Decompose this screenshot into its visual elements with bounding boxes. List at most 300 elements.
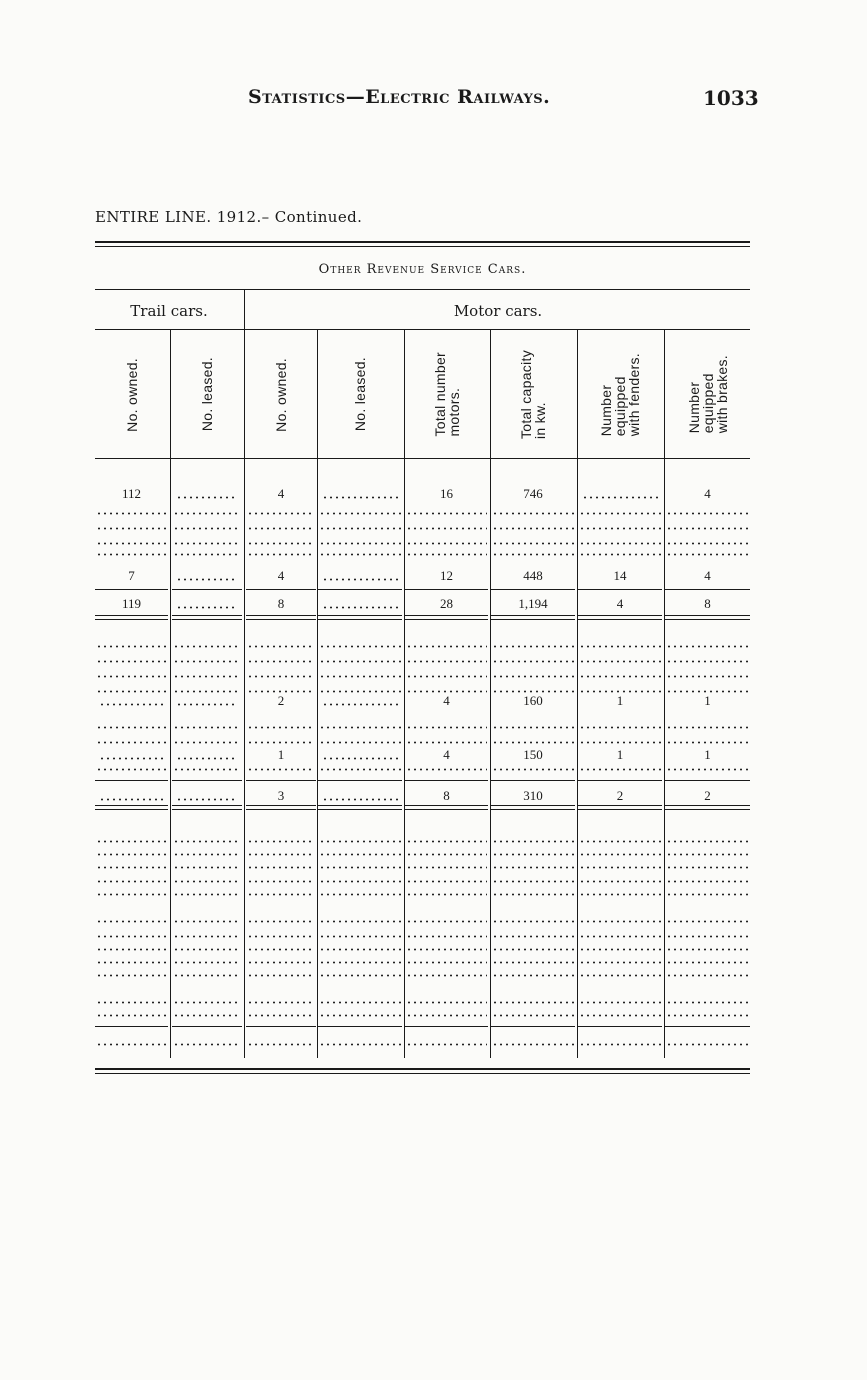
leader-dots (247, 866, 315, 869)
running-title: Statistics—Electric Railways. (248, 86, 551, 108)
leader-dots (247, 527, 315, 530)
header-bottom-rule (95, 458, 750, 459)
leader-dots (406, 935, 487, 938)
leader-dots (579, 853, 661, 856)
leader-dots (247, 920, 315, 923)
leader-dots (319, 512, 401, 515)
leader-dots (666, 741, 749, 744)
total-double-rule (246, 805, 316, 810)
total-double-rule (246, 615, 316, 620)
leader-dots (247, 880, 315, 883)
table-cell: 310 (523, 788, 543, 803)
leader-dots (579, 1014, 661, 1017)
leader-dots (666, 768, 749, 771)
page-number: 1033 (703, 86, 759, 110)
leader-dots (173, 948, 241, 951)
leader-dots (96, 893, 167, 896)
leader-dots (492, 1043, 574, 1046)
leader-dots (579, 893, 661, 896)
leader-dots (492, 660, 574, 663)
leader-dots (492, 675, 574, 678)
leader-dots (176, 798, 238, 801)
leader-dots (176, 703, 238, 706)
leader-dots (96, 866, 167, 869)
leader-dots (406, 768, 487, 771)
leader-dots (666, 974, 749, 977)
group-rule (95, 289, 750, 290)
leader-dots (582, 496, 658, 499)
table-cell: 7 (128, 568, 135, 583)
sum-rule (246, 780, 316, 781)
column-header (95, 332, 168, 457)
leader-dots (173, 893, 241, 896)
total-double-rule (95, 615, 168, 620)
leader-dots (96, 726, 167, 729)
leader-dots (173, 675, 241, 678)
table-cell: 1,194 (518, 596, 548, 611)
leader-dots (406, 920, 487, 923)
table-cell: 14 (613, 568, 627, 583)
leader-dots (666, 1043, 749, 1046)
sum-rule (665, 1026, 750, 1027)
leader-dots (579, 866, 661, 869)
table-cell: 2 (616, 788, 624, 803)
leader-dots (319, 935, 401, 938)
leader-dots (492, 948, 574, 951)
sum-rule (665, 780, 750, 781)
leader-dots (96, 690, 167, 693)
total-double-rule (405, 805, 488, 810)
total-double-rule (578, 615, 662, 620)
leader-dots (492, 553, 574, 556)
trail-cars-heading: Trail cars. (130, 302, 208, 320)
leader-dots (579, 553, 661, 556)
leader-dots (319, 920, 401, 923)
leader-dots (492, 527, 574, 530)
leader-dots (579, 527, 661, 530)
leader-dots (406, 840, 487, 843)
leader-dots (319, 840, 401, 843)
leader-dots (173, 645, 241, 648)
sum-rule (578, 1026, 662, 1027)
leader-dots (319, 690, 401, 693)
leader-dots (173, 961, 241, 964)
leader-dots (406, 741, 487, 744)
leader-dots (666, 675, 749, 678)
table-cell: 4 (704, 486, 711, 501)
leader-dots (492, 840, 574, 843)
leader-dots (319, 948, 401, 951)
sum-rule (578, 780, 662, 781)
bottom-rule (95, 1068, 750, 1070)
leader-dots (492, 974, 574, 977)
leader-dots (406, 1014, 487, 1017)
column-header (578, 332, 662, 457)
leader-dots (319, 1043, 401, 1046)
leader-dots (96, 948, 167, 951)
column-header (491, 332, 575, 457)
column-header-label: No. leased. (352, 357, 368, 432)
column-header (665, 332, 750, 457)
table-cell: 16 (440, 486, 453, 501)
leader-dots (319, 974, 401, 977)
leader-dots (579, 961, 661, 964)
leader-dots (406, 726, 487, 729)
leader-dots (579, 675, 661, 678)
leader-dots (666, 866, 749, 869)
leader-dots (247, 542, 315, 545)
leader-dots (247, 840, 315, 843)
leader-dots (492, 1001, 574, 1004)
leader-dots (406, 660, 487, 663)
column-header-label: No. owned. (123, 357, 140, 432)
leader-dots (173, 1001, 241, 1004)
leader-dots (666, 853, 749, 856)
leader-dots (666, 542, 749, 545)
leader-dots (96, 553, 167, 556)
sum-rule (95, 780, 168, 781)
leader-dots (173, 880, 241, 883)
leader-dots (247, 512, 315, 515)
leader-dots (579, 660, 661, 663)
column-header-label: Total number motors. (431, 352, 462, 437)
leader-dots (666, 948, 749, 951)
column-header (405, 332, 488, 457)
leader-dots (247, 974, 315, 977)
leader-dots (406, 961, 487, 964)
leader-dots (406, 645, 487, 648)
sum-rule (172, 780, 242, 781)
column-header-label: Total capacity in kw. (518, 349, 548, 440)
table-cell: 2 (277, 693, 285, 708)
leader-dots (247, 768, 315, 771)
column-header-label: Number equipped with fenders. (598, 352, 642, 437)
leader-dots (492, 768, 574, 771)
leader-dots (173, 866, 241, 869)
leader-dots (173, 1014, 241, 1017)
leader-dots (96, 542, 167, 545)
leader-dots (492, 542, 574, 545)
leader-dots (96, 645, 167, 648)
leader-dots (492, 866, 574, 869)
leader-dots (173, 542, 241, 545)
leader-dots (322, 703, 398, 706)
leader-dots (319, 542, 401, 545)
table-cell: 4 (704, 568, 711, 583)
column-header (246, 332, 316, 457)
column-divider (244, 289, 245, 1058)
leader-dots (492, 726, 574, 729)
total-double-rule (172, 615, 242, 620)
column-header-label: No. leased. (199, 357, 215, 432)
leader-dots (319, 961, 401, 964)
leader-dots (406, 893, 487, 896)
sum-rule (665, 589, 750, 590)
leader-dots (173, 1043, 241, 1046)
leader-dots (96, 935, 167, 938)
sum-rule (491, 1026, 575, 1027)
leader-dots (99, 703, 164, 706)
leader-dots (96, 853, 167, 856)
leader-dots (247, 645, 315, 648)
leader-dots (492, 512, 574, 515)
leader-dots (319, 853, 401, 856)
leader-dots (579, 974, 661, 977)
leader-dots (406, 853, 487, 856)
leader-dots (406, 948, 487, 951)
table-cell: 1 (616, 693, 624, 708)
leader-dots (247, 961, 315, 964)
leader-dots (247, 853, 315, 856)
leader-dots (173, 974, 241, 977)
leader-dots (319, 553, 401, 556)
sum-rule (318, 780, 402, 781)
sum-rule (578, 589, 662, 590)
table-cell: 8 (704, 596, 711, 611)
leader-dots (406, 542, 487, 545)
leader-dots (406, 866, 487, 869)
sum-rule (491, 589, 575, 590)
motor-cars-heading: Motor cars. (453, 302, 543, 320)
leader-dots (666, 1014, 749, 1017)
leader-dots (173, 741, 241, 744)
total-double-rule (491, 805, 575, 810)
leader-dots (492, 853, 574, 856)
sum-rule (405, 1026, 488, 1027)
total-double-rule (318, 805, 402, 810)
leader-dots (406, 553, 487, 556)
leader-dots (579, 880, 661, 883)
table-cell: 8 (443, 788, 450, 803)
leader-dots (579, 741, 661, 744)
table-cell: 1 (704, 693, 711, 708)
table-cell: 12 (440, 568, 453, 583)
column-header (172, 332, 242, 457)
leader-dots (173, 768, 241, 771)
leader-dots (579, 840, 661, 843)
table-cell: 3 (277, 788, 285, 803)
leader-dots (247, 660, 315, 663)
total-double-rule (318, 615, 402, 620)
leader-dots (173, 660, 241, 663)
leader-dots (406, 512, 487, 515)
leader-dots (247, 948, 315, 951)
leader-dots (666, 527, 749, 530)
leader-dots (579, 512, 661, 515)
leader-dots (666, 512, 749, 515)
total-double-rule (578, 805, 662, 810)
leader-dots (579, 935, 661, 938)
leader-dots (492, 880, 574, 883)
leader-dots (319, 866, 401, 869)
total-double-rule (491, 615, 575, 620)
sum-rule (491, 780, 575, 781)
leader-dots (96, 512, 167, 515)
leader-dots (96, 675, 167, 678)
leader-dots (173, 527, 241, 530)
leader-dots (579, 768, 661, 771)
section-title: ENTIRE LINE. 1912.– Continued. (95, 208, 363, 226)
leader-dots (96, 1043, 167, 1046)
leader-dots (176, 606, 238, 609)
table-cell: 4 (443, 693, 450, 708)
leader-dots (319, 527, 401, 530)
leader-dots (492, 961, 574, 964)
column-header-label: Number equipped with brakes. (685, 355, 730, 434)
column-header-label: No. owned. (273, 357, 289, 432)
leader-dots (322, 757, 398, 760)
leader-dots (176, 578, 238, 581)
leader-dots (319, 1014, 401, 1017)
table-cell: 4 (616, 596, 624, 611)
leader-dots (173, 853, 241, 856)
leader-dots (99, 798, 164, 801)
leader-dots (666, 920, 749, 923)
leader-dots (492, 935, 574, 938)
top-rule-thin (95, 246, 750, 247)
leader-dots (173, 553, 241, 556)
sum-rule (318, 589, 402, 590)
table-cell: 150 (523, 747, 543, 762)
leader-dots (247, 741, 315, 744)
total-double-rule (95, 805, 168, 810)
leader-dots (319, 660, 401, 663)
leader-dots (492, 645, 574, 648)
sum-rule (172, 589, 242, 590)
leader-dots (579, 542, 661, 545)
leader-dots (579, 1001, 661, 1004)
table-cell: 4 (443, 747, 450, 762)
leader-dots (99, 757, 164, 760)
page-header (0, 86, 867, 114)
leader-dots (322, 606, 398, 609)
leader-dots (173, 840, 241, 843)
leader-dots (666, 893, 749, 896)
sum-rule (95, 1026, 168, 1027)
subhead-rule (95, 329, 750, 330)
leader-dots (322, 496, 398, 499)
table-cell: 1 (277, 747, 285, 762)
leader-dots (247, 553, 315, 556)
sum-rule (246, 1026, 316, 1027)
total-double-rule (665, 615, 750, 620)
leader-dots (319, 726, 401, 729)
total-double-rule (405, 615, 488, 620)
leader-dots (96, 920, 167, 923)
leader-dots (406, 1001, 487, 1004)
leader-dots (247, 935, 315, 938)
table-cell: 4 (277, 486, 285, 501)
leader-dots (666, 880, 749, 883)
leader-dots (406, 675, 487, 678)
column-header (318, 332, 402, 457)
leader-dots (579, 1043, 661, 1046)
leader-dots (96, 974, 167, 977)
leader-dots (579, 948, 661, 951)
leader-dots (492, 1014, 574, 1017)
table-cell: 8 (277, 596, 285, 611)
table-cell: 448 (523, 568, 543, 583)
table-cell: 746 (523, 486, 543, 501)
leader-dots (173, 512, 241, 515)
leader-dots (319, 1001, 401, 1004)
table-cell: 4 (277, 568, 285, 583)
leader-dots (666, 726, 749, 729)
leader-dots (579, 726, 661, 729)
leader-dots (319, 893, 401, 896)
leader-dots (96, 527, 167, 530)
sum-rule (318, 1026, 402, 1027)
top-rule (95, 241, 750, 243)
leader-dots (406, 1043, 487, 1046)
leader-dots (406, 974, 487, 977)
leader-dots (492, 893, 574, 896)
table-cell: 160 (523, 693, 543, 708)
leader-dots (96, 741, 167, 744)
leader-dots (247, 1001, 315, 1004)
leader-dots (176, 496, 238, 499)
leader-dots (173, 935, 241, 938)
leader-dots (492, 920, 574, 923)
leader-dots (96, 1001, 167, 1004)
table-cell: 28 (440, 596, 453, 611)
sum-rule (405, 780, 488, 781)
leader-dots (247, 893, 315, 896)
total-double-rule (172, 805, 242, 810)
leader-dots (322, 798, 398, 801)
leader-dots (666, 1001, 749, 1004)
bottom-rule-thin (95, 1073, 750, 1074)
leader-dots (247, 1043, 315, 1046)
leader-dots (173, 920, 241, 923)
sum-rule (95, 589, 168, 590)
column-divider (170, 329, 171, 1058)
leader-dots (319, 880, 401, 883)
leader-dots (579, 920, 661, 923)
leader-dots (319, 741, 401, 744)
leader-dots (319, 675, 401, 678)
group-title: Other Revenue Service Cars. (318, 262, 527, 277)
leader-dots (96, 880, 167, 883)
leader-dots (247, 726, 315, 729)
leader-dots (666, 553, 749, 556)
leader-dots (96, 961, 167, 964)
sum-rule (405, 589, 488, 590)
leader-dots (247, 1014, 315, 1017)
leader-dots (492, 741, 574, 744)
table-cell: 1 (704, 747, 711, 762)
leader-dots (579, 645, 661, 648)
leader-dots (176, 757, 238, 760)
table-cell: 1 (616, 747, 624, 762)
sum-rule (246, 589, 316, 590)
leader-dots (406, 880, 487, 883)
total-double-rule (665, 805, 750, 810)
leader-dots (96, 660, 167, 663)
leader-dots (666, 660, 749, 663)
table-cell: 119 (121, 596, 142, 611)
leader-dots (406, 527, 487, 530)
leader-dots (96, 840, 167, 843)
leader-dots (173, 726, 241, 729)
leader-dots (319, 768, 401, 771)
table-cell: 2 (704, 788, 711, 803)
table-cell: 112 (121, 486, 142, 501)
leader-dots (247, 675, 315, 678)
sum-rule (172, 1026, 242, 1027)
leader-dots (96, 768, 167, 771)
leader-dots (319, 645, 401, 648)
